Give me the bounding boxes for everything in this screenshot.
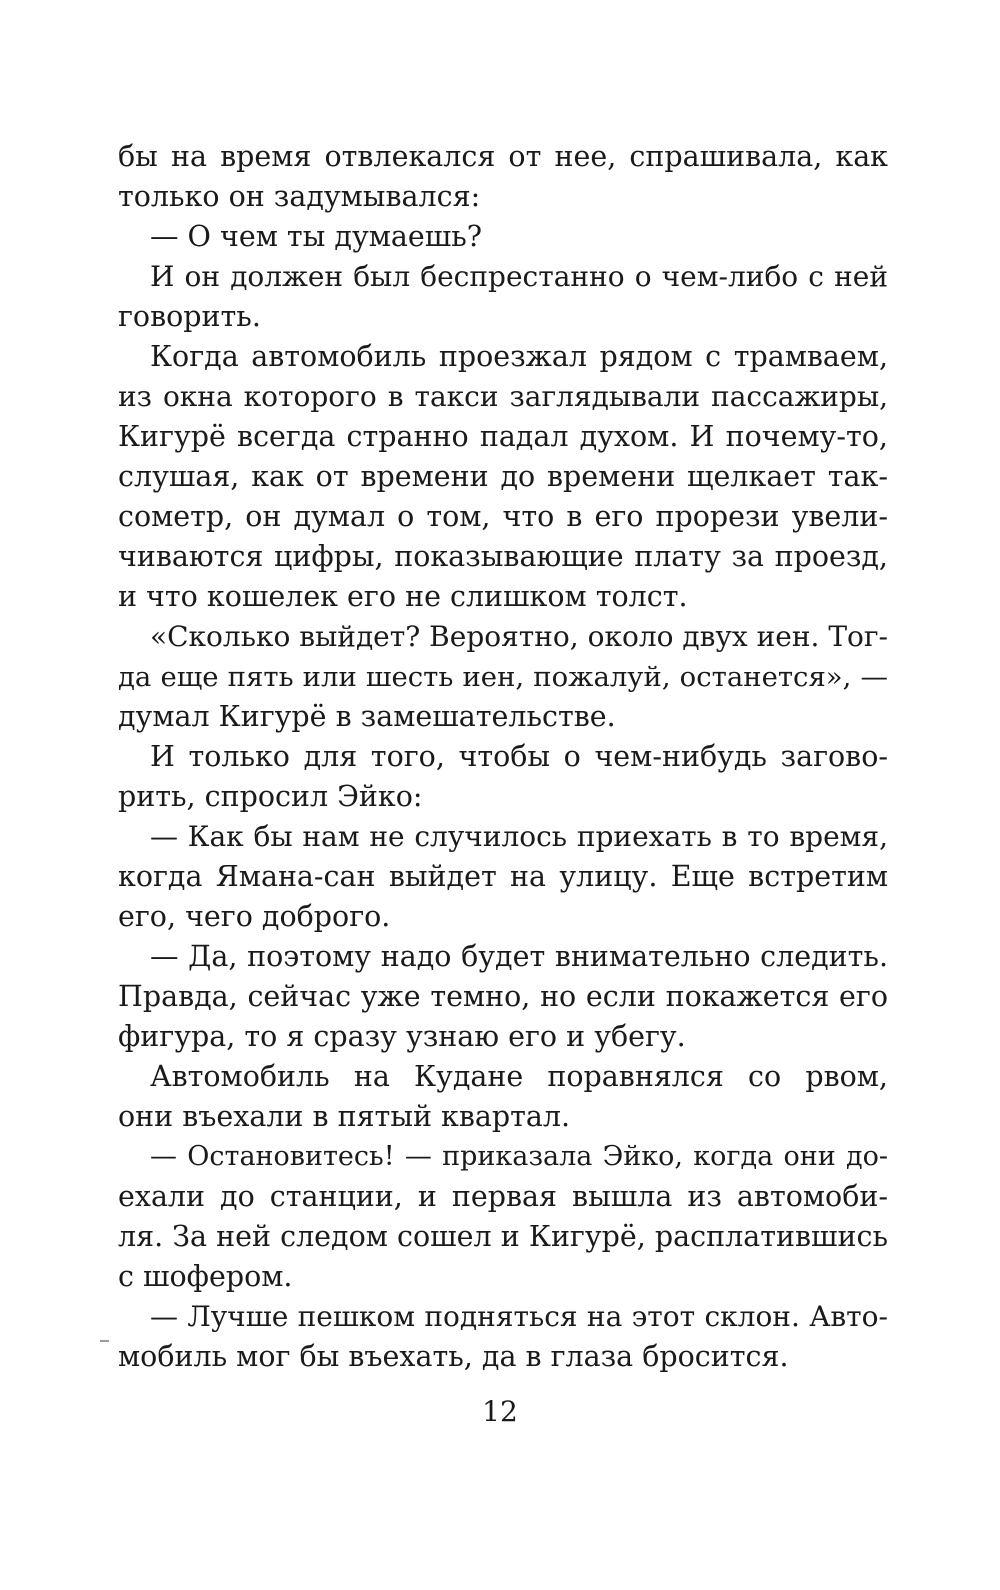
text-line: говорить. (118, 300, 261, 333)
text-line: фигура, то я сразу узнаю его и убегу. (118, 1020, 686, 1053)
text-line: — Остановитесь! — приказала Эйко, когда они до- (150, 1141, 888, 1172)
text-line: — Лучше пешком подняться на этот склон. Авто- (150, 1300, 888, 1333)
text-line: они въехали в пятый квартал. (118, 1100, 571, 1133)
text-line: Когда автомобиль проезжал рядом с трамваем, (150, 340, 888, 373)
text-line: думал Кигурё в замешательстве. (118, 700, 616, 733)
text-line: ля. За ней следом сошел и Кигурё, расплатившись (118, 1220, 888, 1253)
text-line: Правда, сейчас уже темно, но если покажется его (118, 980, 888, 1013)
text-line: слушая, как от времени до времени щелкает так- (118, 460, 888, 493)
text-line: — Да, поэтому надо будет внимательно следить. (150, 940, 888, 973)
text-line: чиваются цифры, показывающие плату за проезд, (118, 540, 888, 573)
text-line: И он должен был беспрестанно о чем-либо с ней (150, 260, 888, 293)
text-line: когда Ямана-сан выйдет на улицу. Еще встретим (118, 860, 888, 893)
text-line: да еще пять или шесть иен, пожалуй, останется», — (118, 661, 888, 693)
scan-speck (100, 1340, 109, 1342)
text-line: из окна которого в такси заглядывали пассажиры, (118, 380, 888, 413)
text-line: только он задумывался: (118, 180, 481, 213)
text-line: мобиль мог бы въехать, да в глаза бросится. (118, 1340, 789, 1373)
text-line: — О чем ты думаешь? (150, 220, 483, 253)
text-line: сометр, он думал о том, что в его прорези увели- (118, 500, 888, 533)
text-line: ехали до станции, и первая вышла из автомоби- (118, 1180, 888, 1213)
text-line: Кигурё всегда странно падал духом. И почему-то, (118, 420, 888, 453)
text-line: с шофером. (118, 1260, 293, 1293)
text-line: Автомобиль на Кудане поравнялся со рвом, (150, 1060, 888, 1093)
text-line: и что кошелек его не слишком толст. (118, 580, 688, 613)
page-number: 12 (482, 1395, 518, 1428)
text-line: бы на время отвлекался от нее, спрашивала, как (118, 140, 888, 173)
text-line: — Как бы нам не случилось приехать в то время, (150, 820, 888, 853)
text-line: И только для того, чтобы о чем-нибудь загово- (150, 740, 888, 773)
text-line: его, чего доброго. (118, 900, 391, 933)
text-line: «Сколько выйдет? Вероятно, около двух иен. Тог- (150, 620, 888, 653)
text-line: рить, спросил Эйко: (118, 780, 423, 813)
